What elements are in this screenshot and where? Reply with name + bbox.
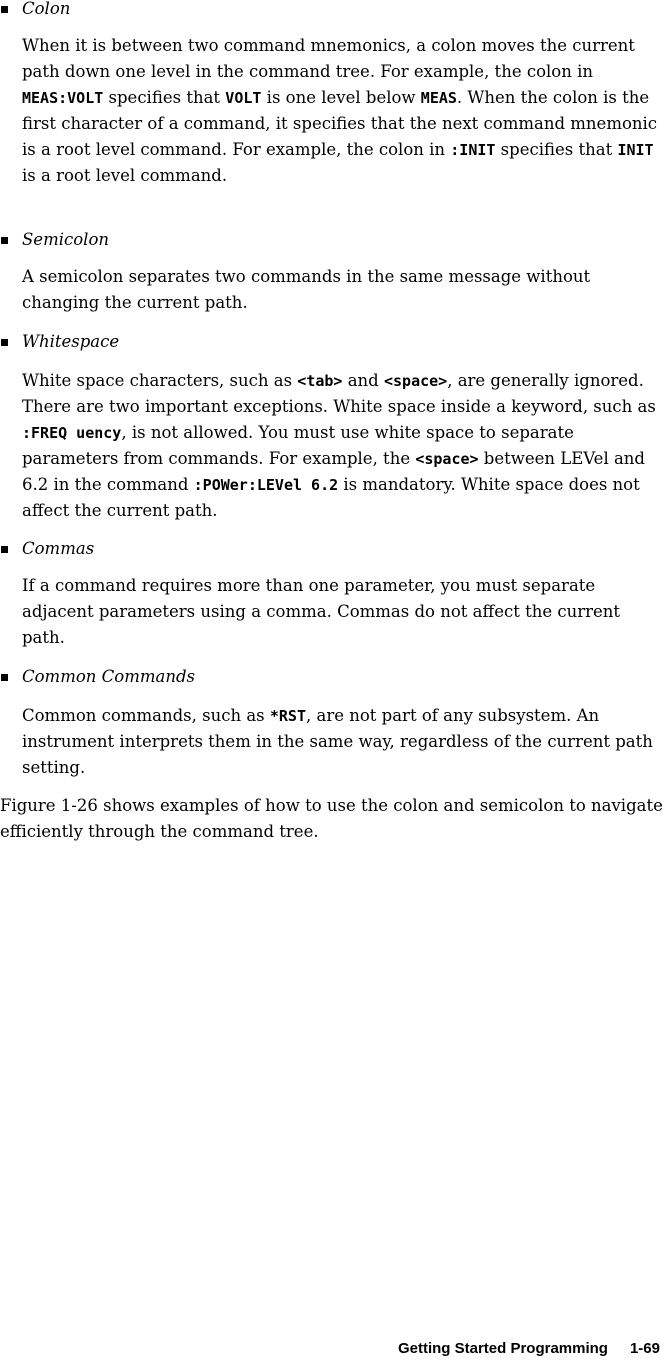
paragraph-text: , are generally ignored. There are two important exceptions. White space inside a keyword, such as — [22, 371, 656, 416]
para-commas — [22, 573, 666, 651]
command-code: *RST — [269, 707, 306, 725]
command-code: :POWer:LEVel 6.2 — [193, 476, 339, 494]
paragraph-text: White space characters, such as — [22, 371, 298, 390]
paragraph-text: If a command requires more than one parameter, you must separate adjacent parameters using a comma. Commas do not affect the current path. — [22, 576, 621, 647]
paragraph-text: A semicolon separates two commands in the same message without changing the current path. — [22, 267, 591, 312]
paragraph-text: specifies that — [495, 140, 618, 159]
command-code: INIT — [617, 141, 654, 159]
heading-common-commands: Common Commands — [22, 667, 196, 686]
heading-colon: Colon — [22, 0, 71, 18]
bullet-semicolon — [1, 237, 8, 244]
paragraph-text: , are not part of any subsystem. An instrument interprets them in the same way, regardless of the current path setting. — [22, 706, 653, 777]
para-common-commands — [22, 703, 666, 781]
paragraph-text: Common commands, such as — [22, 706, 270, 725]
paragraph-text: between LEVel and 6.2 in the command — [22, 449, 645, 494]
closing-paragraph: Figure 1-26 shows examples of how to use the colon and semicolon to navigate efficiently through the command tree. — [0, 796, 663, 841]
paragraph-text: specifies that — [103, 88, 226, 107]
para-whitespace — [22, 368, 666, 524]
bullet-common-commands — [1, 674, 8, 681]
para-colon — [22, 33, 666, 189]
footer-page-number: 1-69 — [629, 1340, 660, 1357]
command-code: MEAS — [420, 89, 457, 107]
para-semicolon — [22, 264, 666, 316]
heading-commas: Commas — [22, 539, 95, 558]
paragraph-text: and — [342, 371, 384, 390]
heading-semicolon: Semicolon — [22, 230, 110, 249]
paragraph-text: is mandatory. White space does not affect the current path. — [22, 475, 640, 520]
paragraph-text: , is not allowed. You must use white space to separate parameters from commands. For example, the — [22, 423, 574, 468]
command-code: :INIT — [450, 141, 496, 159]
heading-whitespace: Whitespace — [22, 332, 120, 351]
bullet-whitespace — [1, 339, 8, 346]
footer-section-title: Getting Started Programming — [397, 1340, 608, 1357]
page-footer — [398, 1340, 660, 1357]
command-code: VOLT — [225, 89, 262, 107]
bullet-colon — [1, 6, 8, 13]
command-code: <tab> — [297, 372, 343, 390]
command-code: MEAS:VOLT — [22, 89, 104, 107]
command-code: <space> — [383, 372, 448, 390]
command-code: :FREQ uency — [22, 424, 122, 442]
paragraph-text: is one level below — [261, 88, 421, 107]
command-code: <space> — [415, 450, 479, 468]
paragraph-text: When it is between two command mnemonics, a colon moves the current path down one level in the command tree. For example, the colon in — [22, 36, 635, 81]
paragraph-text: . When the colon is the first character of a command, it specifies that the next command mnemonic is a root level command. For example, the colon in — [22, 88, 658, 159]
paragraph-text: is a root level command. — [22, 166, 228, 185]
bullet-commas — [1, 546, 8, 553]
